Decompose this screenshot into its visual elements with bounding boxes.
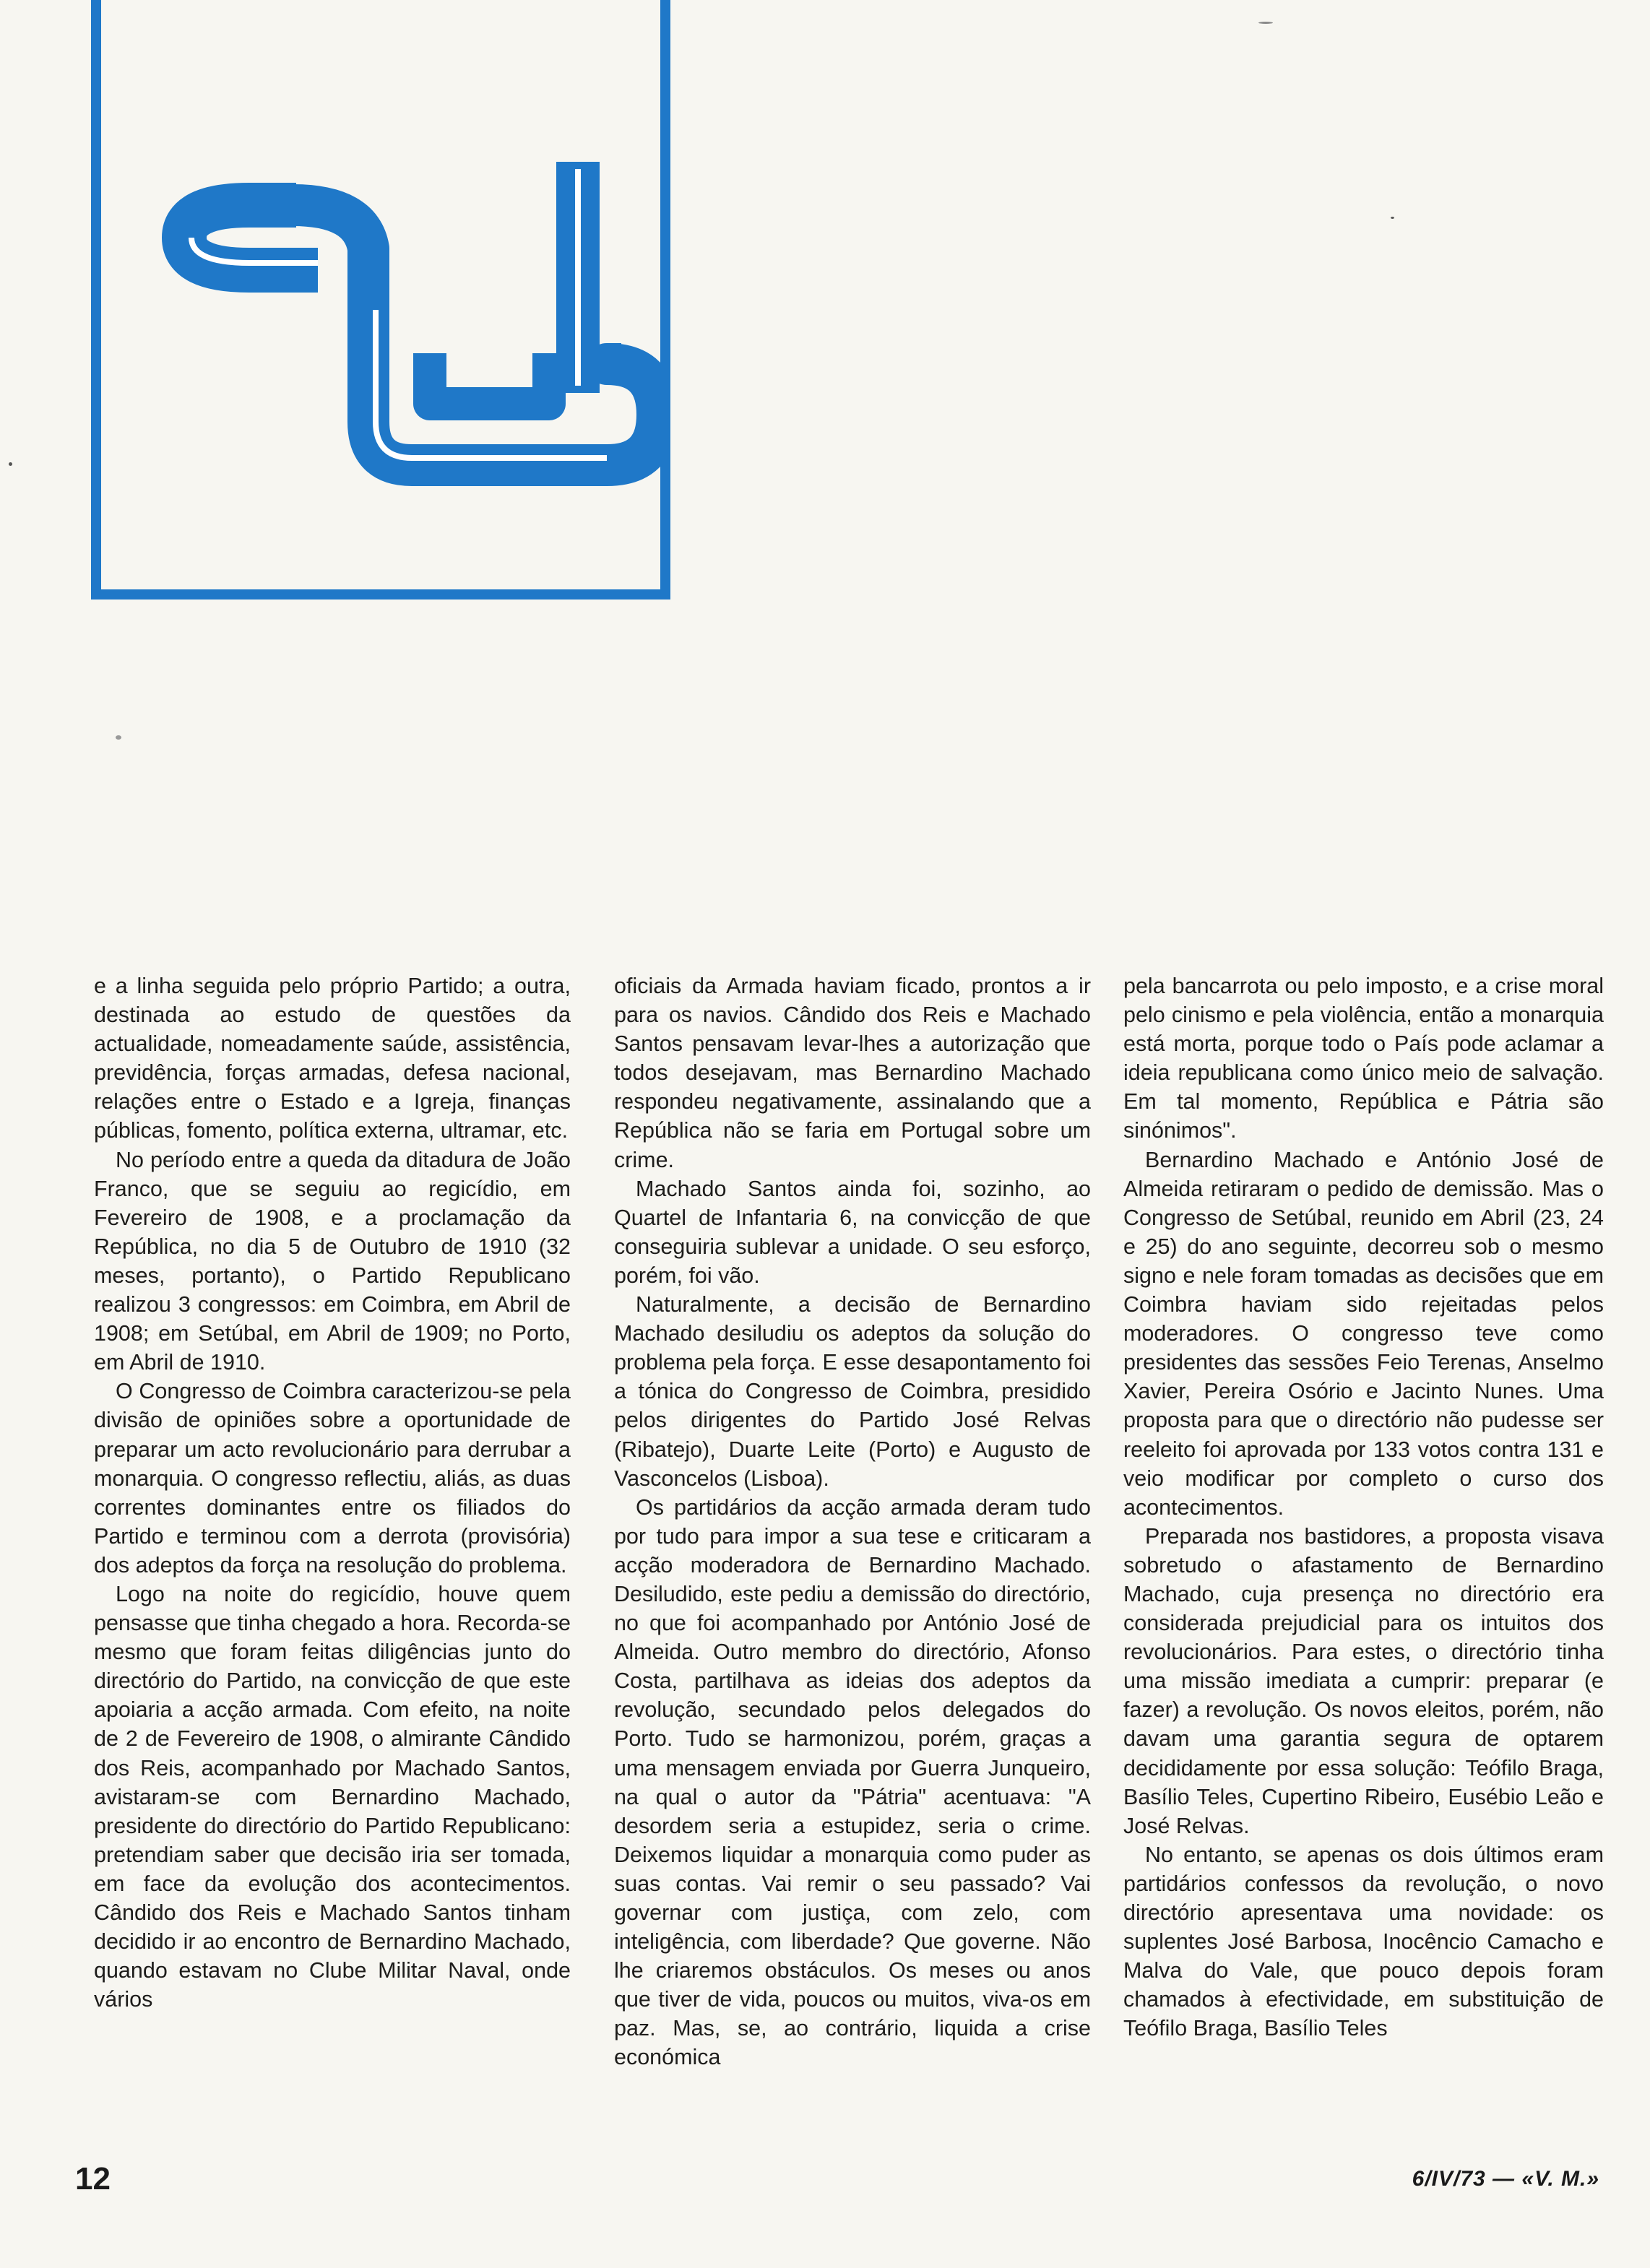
scan-speck — [9, 462, 12, 466]
scan-speck — [116, 735, 121, 740]
paragraph: Logo na noite do regicídio, houve quem pensasse que tinha chegado a hora. Recorda-se mesmo que foram feitas diligências junto do directório do Partido, na convicção de que este apoiaria a acção armada. Com efeito, na noite de 2 de Fevereiro de 1908, o almirante Cândido dos Reis, acompanhado por Machado Santos, avistaram-se com Bernardino Machado, presidente do directório do Partido Republicano: pretendiam saber que decisão iria ser tomada, em face da evolução dos acontecimentos. Cândido dos Reis e Machado Santos tinham decidido ir ao encontro de Bernardino Machado, quando estavam no Clube Militar Naval, onde vários — [94, 1581, 571, 2012]
paragraph: pela bancarrota ou pelo imposto, e a crise moral pelo cinismo e pela violência, então a monarquia está morta, porque todo o País pode aclamar a ideia republicana como único meio de salvação. Em tal momento, República e Pátria são sinónimos". — [1123, 974, 1604, 1143]
paragraph: Machado Santos ainda foi, sozinho, ao Quartel de Infantaria 6, na convicção de que conseguiria sublevar a unidade. O seu esforço, porém, foi vão. — [614, 1176, 1091, 1288]
paragraph: Naturalmente, a decisão de Bernardino Machado desiludiu os adeptos da solução do problema pela força. E esse desapontamento foi a tónica do Congresso de Coimbra, presidido pelos dirigentes do Partido José Relvas (Ribatejo), Duarte Leite (Porto) e Augusto de Vasconcelos (Lisboa). — [614, 1292, 1091, 1491]
scan-speck — [1391, 217, 1394, 219]
paragraph: O Congresso de Coimbra caracterizou-se pela divisão de opiniões sobre a oportunidade de preparar um acto revolucionário para derrubar a monarquia. O congresso reflectiu, aliás, as duas correntes dominantes entre os filiados do Partido e terminou com a derrota (provisória) dos adeptos da força na resolução do problema. — [94, 1379, 571, 1577]
page-number: 12 — [75, 2161, 111, 2196]
logo-frame — [91, 0, 670, 600]
paragraph: Bernardino Machado e António José de Almeida retiraram o pedido de demissão. Mas o Congresso de Setúbal, reunido em Abril (23, 24 e 25) do ano seguinte, decorreu sob o mesmo signo e nele foram tomadas as decisões que em Coimbra haviam sido rejeitadas pelos moderadores. O congresso teve como presidentes das sessões Feio Terenas, Anselmo Xavier, Pereira Osório e Jacinto Nunes. Uma proposta para que o directório não pudesse ser reeleito foi aprovada por 133 votos contra 131 e veio modificar por completo o curso dos acontecimentos. — [1123, 1147, 1604, 1520]
party-monogram-icon — [101, 0, 660, 589]
paragraph: No entanto, se apenas os dois últimos eram partidários confessos da revolução, o novo directório apresentava uma novidade: os suplentes José Barbosa, Inocêncio Camacho e Malva do Vale, que pouco depois foram chamados à efectividade, em substituição de Teófilo Braga, Basílio Teles — [1123, 1842, 1604, 2041]
issue-date: 6/IV/73 — «V. M.» — [1412, 2167, 1599, 2191]
paragraph: No período entre a queda da ditadura de João Franco, que se seguiu ao regicídio, em Fevereiro de 1908, e a proclamação da República, no dia 5 de Outubro de 1910 (32 meses, portanto), o Partido Republicano realizou 3 congressos: em Coimbra, em Abril de 1908; em Setúbal, em Abril de 1909; no Porto, em Abril de 1910. — [94, 1147, 571, 1375]
column-1 — [94, 971, 571, 2014]
scan-speck — [1258, 22, 1273, 24]
column-2 — [614, 971, 1091, 2072]
column-3 — [1123, 971, 1604, 2043]
paragraph: Preparada nos bastidores, a proposta visava sobretudo o afastamento de Bernardino Machado, cuja presença no directório era considerada prejudicial para os intuitos dos revolucionários. Para estes, o directório tinha uma missão imediata a cumprir: preparar (e fazer) a revolução. Os novos eleitos, porém, não davam uma garantia segura de optarem decididamente por essa solução: Teófilo Braga, Basílio Teles, Cupertino Ribeiro, Eusébio Leão e José Relvas. — [1123, 1523, 1604, 1838]
paragraph: e a linha seguida pelo próprio Partido; a outra, destinada ao estudo de questões da actualidade, nomeadamente saúde, assistência, previdência, forças armadas, defesa nacional, relações entre o Estado e a Igreja, finanças públicas, fomento, política externa, ultramar, etc. — [94, 974, 571, 1143]
paragraph: oficiais da Armada haviam ficado, prontos a ir para os navios. Cândido dos Reis e Machado Santos pensavam levar-lhes a autorização que todos desejavam, mas Bernardino Machado respondeu negativamente, assinalando que a República não se faria em Portugal sobre um crime. — [614, 974, 1091, 1172]
paragraph: Os partidários da acção armada deram tudo por tudo para impor a sua tese e criticaram a acção moderadora de Bernardino Machado. Desiludido, este pediu a demissão do directório, no que foi acompanhado por António José de Almeida. Outro membro do directório, Afonso Costa, partilhava as ideias dos adeptos da revolução, secundado pelos delegados do Porto. Tudo se harmonizou, porém, graças a uma mensagem enviada por Guerra Junqueiro, na qual o autor da "Pátria" acentuava: "A desordem seria a estupidez, seria o crime. Deixemos liquidar a monarquia como puder as suas contas. Vai remir o seu passado? Vai governar com justiça, com zelo, com inteligência, com liberdade? Que governe. Não lhe criaremos obstáculos. Os meses ou anos que tiver de vida, poucos ou muitos, viva-os em paz. Mas, se, ao contrário, liquida a crise económica — [614, 1494, 1091, 2070]
article-body — [94, 971, 1604, 2134]
